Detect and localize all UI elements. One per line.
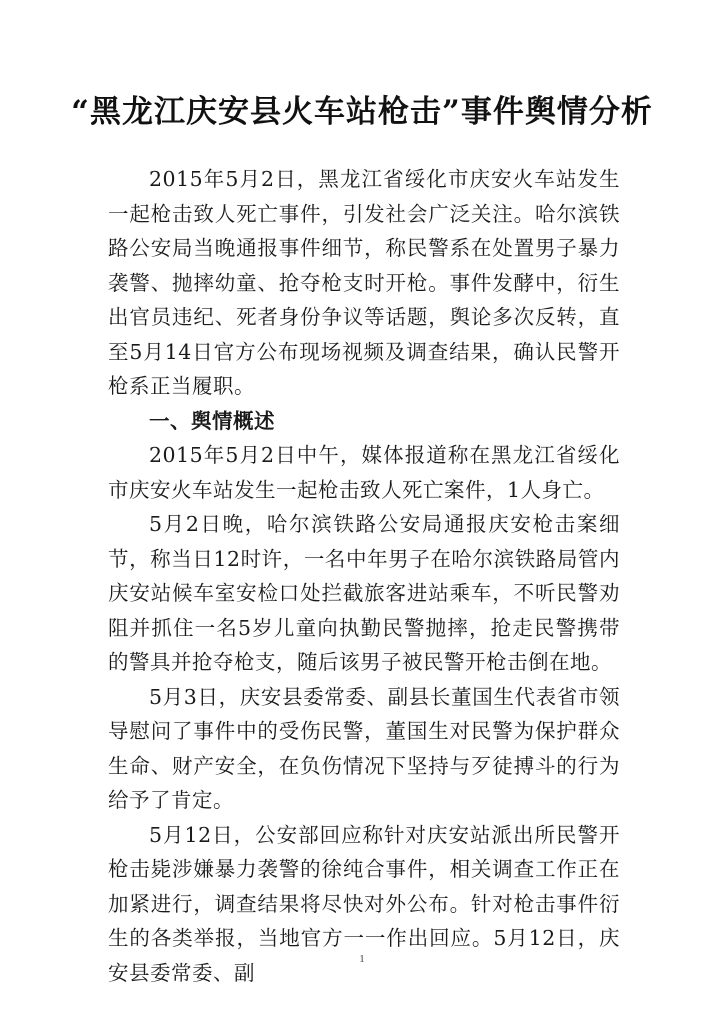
document-title: “黑龙江庆安县火车站枪击”事件舆情分析 — [71, 94, 653, 130]
intro-paragraph: 2015年5月2日，黑龙江省绥化市庆安火车站发生一起枪击致人死亡事件，引发社会广泛关注。哈尔滨铁路公安局当晚通报事件细节，称民警系在处置男子暴力袭警、抛摔幼童、抢夺枪支时开枪。事件发酵中，衍生出官员违纪、死者身份争议等话题，舆论多次反转，直至5月14日官方公布现场视频及调查结果，确认民警开枪系正当履职。 — [108, 167, 620, 398]
paragraph: 5月2日晚，哈尔滨铁路公安局通报庆安枪击案细节，称当日12时许，一名中年男子在哈尔滨铁路局管内庆安站候车室安检口处拦截旅客进站乘车，不听民警劝阻并抓住一名5岁儿童向执勤民警抛摔，抢走民警携带的警具并抢夺枪支，随后该男子被民警开枪击倒在地。 — [108, 512, 620, 674]
page-number: 1 — [359, 953, 365, 965]
section-heading: 一、舆情概述 — [149, 408, 275, 433]
paragraph: 2015年5月2日中午，媒体报道称在黑龙江省绥化市庆安火车站发生一起枪击致人死亡案件，1人身亡。 — [108, 443, 620, 502]
document-body — [108, 162, 620, 990]
paragraph: 5月3日，庆安县委常委、副县长董国生代表省市领导慰问了事件中的受伤民警，董国生对民警为保护群众生命、财产安全，在负伤情况下坚持与歹徒搏斗的行为给予了肯定。 — [108, 684, 620, 812]
paragraph: 5月12日，公安部回应称针对庆安站派出所民警开枪击毙涉嫌暴力袭警的徐纯合事件，相关调查工作正在加紧进行，调查结果将尽快对外公布。针对枪击事件衍生的各类举报，当地官方一一作出回应。5月12日，庆安县委常委、副 — [108, 822, 620, 985]
